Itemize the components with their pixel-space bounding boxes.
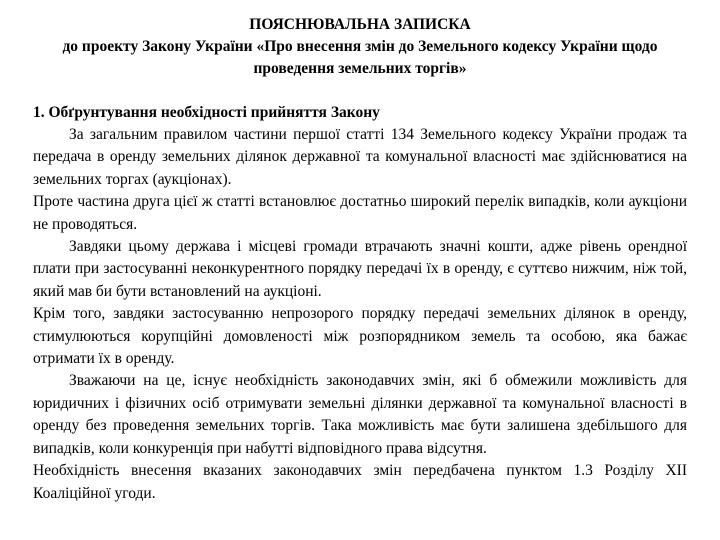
paragraph-4: Крім того, завдяки застосуванню непрозорого порядку передачі земельних ділянок в оренду, стимулюються корупційні домовленості між розпорядником земель та особою, яка бажає отримати їх в оренду.	[33, 305, 687, 368]
document-subtitle: до проекту Закону України «Про внесення змін до Земельного кодексу України щодо проведення земельних торгів»	[62, 38, 658, 77]
paragraph-1: За загальним правилом частини першої статті 134 Земельного кодексу України продаж та передача в оренду земельних ділянок державної та комунальної власності має здійснюватися на земельних торгах (аукціонах).	[33, 126, 687, 188]
document-title: ПОЯСНЮВАЛЬНА ЗАПИСКА	[249, 16, 471, 33]
paragraph-3: Завдяки цьому держава і місцеві громади втрачають значні кошти, адже рівень орендної плати при застосуванні неконкурентного порядку передачі їх в оренду, є суттєво нижчим, ніж той, який мав би бути встановлений на аукціоні.	[33, 238, 687, 300]
document-page	[33, 14, 687, 505]
section-heading: 1. Обґрунтування необхідності прийняття Закону	[33, 104, 380, 121]
paragraph-5: Зважаючи на це, існує необхідність законодавчих змін, які б обмежили можливість для юридичних і фізичних осіб отримувати земельні ділянки державної та комунальної власності в оренду без проведення земельних торгів. Така можливість має бути залишена здебільшого для випадків, коли конкуренція при набутті відповідного права відсутня.	[33, 372, 687, 457]
paragraph-2: Проте частина друга цієї ж статті встановлює достатньо широкий перелік випадків, коли аукціони не проводяться.	[33, 193, 687, 233]
paragraph-6: Необхідність внесення вказаних законодавчих змін передбачена пунктом 1.3 Розділу XII Коаліційної угоди.	[33, 462, 687, 502]
